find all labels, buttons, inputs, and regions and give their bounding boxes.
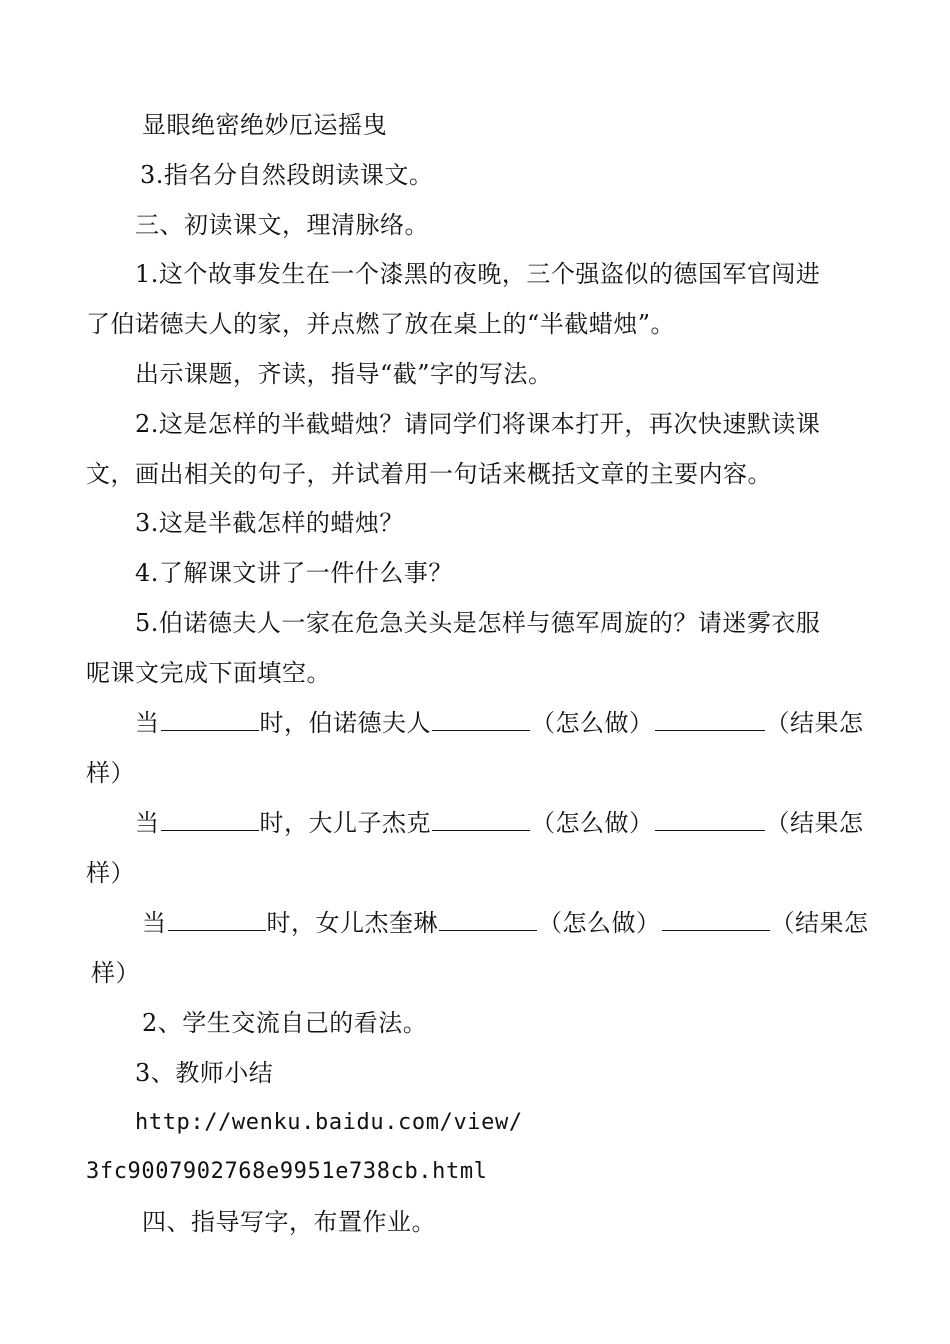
word-list: 显眼绝密绝妙厄运摇曳 xyxy=(142,111,387,139)
reference-url-line-2: 3fc9007902768e9951e738cb.html xyxy=(86,1159,488,1184)
fill-row-1 xyxy=(135,708,864,738)
reference-url-line-1: http://wenku.baidu.com/view/ xyxy=(135,1110,523,1135)
fill-blank[interactable] xyxy=(168,908,266,931)
fill-blank[interactable] xyxy=(655,708,765,731)
fill-result: （结果怎 xyxy=(765,809,864,837)
fill-subject: 时，伯诺德夫人 xyxy=(259,709,431,737)
fill-blank[interactable] xyxy=(161,708,259,731)
step-3-summary: 3、教师小结 xyxy=(135,1059,274,1087)
fill-prefix: 当 xyxy=(142,909,167,937)
fill-how: （怎么做） xyxy=(531,809,654,837)
fill-how: （怎么做） xyxy=(531,709,654,737)
fill-result: （结果怎 xyxy=(770,909,869,937)
section-heading-4: 四、指导写字，布置作业。 xyxy=(142,1208,436,1236)
fill-prefix: 当 xyxy=(135,709,160,737)
paragraph-2-line-1: 2.这是怎样的半截蜡烛？请同学们将课本打开，再次快速默读课 xyxy=(135,410,821,438)
fill-row-3-tail: 样） xyxy=(91,959,140,987)
paragraph-title-guide: 出示课题，齐读，指导“截”字的写法。 xyxy=(135,360,553,388)
fill-blank[interactable] xyxy=(432,808,530,831)
fill-blank[interactable] xyxy=(161,808,259,831)
fill-blank[interactable] xyxy=(432,708,530,731)
step-2-discussion: 2、学生交流自己的看法。 xyxy=(142,1009,428,1037)
question-3: 3.这是半截怎样的蜡烛？ xyxy=(135,509,404,537)
fill-row-2 xyxy=(135,808,864,838)
section-heading-3: 三、初读课文，理清脉络。 xyxy=(135,211,429,239)
fill-blank[interactable] xyxy=(439,908,537,931)
fill-result: （结果怎 xyxy=(765,709,864,737)
paragraph-step-3: 3.指名分自然段朗读课文。 xyxy=(140,161,434,189)
fill-subject: 时，大儿子杰克 xyxy=(259,809,431,837)
fill-prefix: 当 xyxy=(135,809,160,837)
fill-subject: 时，女儿杰奎琳 xyxy=(266,909,438,937)
fill-blank[interactable] xyxy=(655,808,765,831)
fill-row-2-tail: 样） xyxy=(86,859,135,887)
paragraph-2-line-2: 文，画出相关的句子，并试着用一句话来概括文章的主要内容。 xyxy=(86,460,772,488)
paragraph-1-line-1: 1.这个故事发生在一个漆黑的夜晚，三个强盗似的德国军官闯进 xyxy=(135,260,821,288)
fill-row-1-tail: 样） xyxy=(86,759,135,787)
paragraph-5-line-2: 呢课文完成下面填空。 xyxy=(86,659,331,687)
paragraph-1-line-2: 了伯诺德夫人的家，并点燃了放在桌上的“半截蜡烛”。 xyxy=(86,310,676,338)
fill-blank[interactable] xyxy=(662,908,770,931)
paragraph-5-line-1: 5.伯诺德夫人一家在危急关头是怎样与德军周旋的？请迷雾衣服 xyxy=(135,609,821,637)
fill-how: （怎么做） xyxy=(538,909,661,937)
fill-row-3 xyxy=(142,908,869,938)
question-4: 4.了解课文讲了一件什么事？ xyxy=(135,559,453,587)
